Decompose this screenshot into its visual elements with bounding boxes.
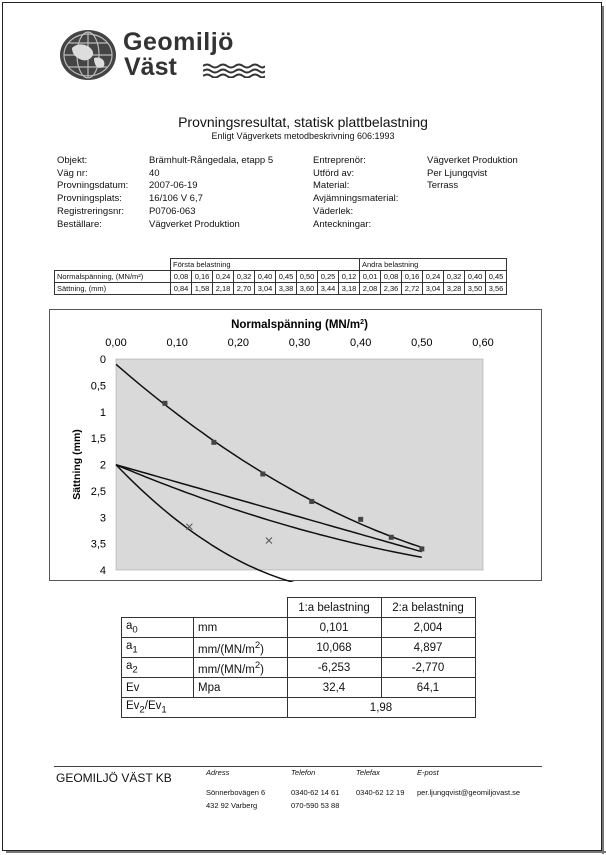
table-row-sattning [55, 283, 507, 295]
y-tick-label: 0,5 [90, 380, 106, 393]
label-anteckningar: Anteckningar: [313, 218, 372, 230]
chart-container [49, 309, 542, 581]
res-ev2: 64,1 [381, 678, 475, 698]
res-sym: $a_1$ [122, 638, 194, 658]
logo-text-line2: Väst [124, 53, 177, 81]
header-andra-belastning: Andra belastning [360, 259, 507, 271]
data-point-square [211, 440, 216, 445]
res-value-first: 0,101 [287, 618, 381, 638]
page-title: Provningsresultat, statisk plattbelastning [178, 114, 428, 130]
value-utford-av: Per Ljungqvist [427, 167, 488, 179]
table-cell: 1,58 [192, 283, 213, 295]
table-cell: 0,50 [297, 271, 318, 283]
table-cell: 2,18 [213, 283, 234, 295]
label-vaderlek: Väderlek: [313, 205, 354, 217]
table-cell: 0,01 [360, 271, 381, 283]
value-bestallare: Vägverket Produktion [149, 218, 240, 230]
res-unit: $mm/(MN/m^2)$ [194, 658, 288, 678]
value-material: Terrass [427, 180, 459, 192]
data-point-square [162, 401, 167, 406]
footer-divider [54, 766, 542, 767]
table-cell: 0,08 [381, 271, 402, 283]
res-ratio-value: 1,98 [287, 698, 475, 718]
label-entreprenor: Entreprenör: [313, 155, 366, 166]
res-value-first: -6,253 [287, 658, 381, 678]
y-tick-label: 3,5 [90, 538, 106, 551]
table-row [122, 698, 476, 718]
table-cell: 0,45 [276, 271, 297, 283]
table-cell: 0,16 [192, 271, 213, 283]
res-header-first: 1:a belastning [287, 598, 381, 618]
res-corner-1 [122, 598, 194, 618]
table-cell: 0,40 [255, 271, 276, 283]
table-row-normalspanning [55, 271, 507, 283]
results-table [121, 597, 476, 718]
res-sym: $a_0$ [122, 618, 194, 638]
data-point-square [419, 546, 424, 551]
footer-telefax-head: Telefax [356, 768, 380, 777]
table-row [122, 618, 476, 638]
table-cell: 0,16 [402, 271, 423, 283]
data-point-square [309, 499, 314, 504]
table-row [122, 678, 476, 698]
row-label-sattning: Sättning, (mm) [55, 283, 171, 295]
info-right-labels [313, 155, 398, 231]
table-row [122, 658, 476, 678]
label-material: Material: [313, 180, 350, 192]
res-value-second: 2,004 [381, 618, 475, 638]
row-label-normalspanning: Normalspänning, (MN/m²) [55, 271, 171, 283]
y-tick-label: 1 [99, 406, 106, 419]
label-provningsplats: Provningsplats: [57, 193, 122, 205]
x-tick-label: 0,60 [472, 337, 494, 349]
label-avjamningsmaterial: Avjämningsmaterial: [313, 193, 399, 205]
res-unit: $mm/(MN/m^2)$ [194, 638, 288, 658]
x-tick-label: 0,50 [411, 337, 433, 349]
label-registreringsnr: Registreringsnr: [57, 205, 125, 217]
res-ev1: 32,4 [287, 678, 381, 698]
table-cell: 3,18 [339, 283, 360, 295]
label-provningsdatum: Provningsdatum: [57, 180, 129, 192]
value-provningsdatum: 2007-06-19 [149, 180, 198, 192]
footer-tel2: 070-590 53 88 [291, 801, 340, 810]
table-cell: 0,32 [444, 271, 465, 283]
page-subtitle: Enligt Vägverkets metodbeskrivning 606:1993 [211, 131, 395, 141]
y-tick-label: 4 [99, 565, 106, 577]
table-cell: 3,04 [423, 283, 444, 295]
res-unit: mm [194, 618, 288, 638]
res-value-first: 10,068 [287, 638, 381, 658]
info-left-values [149, 155, 273, 231]
table-cell: 0,24 [213, 271, 234, 283]
table-cell: 3,50 [465, 283, 486, 295]
table-cell: 0,40 [465, 271, 486, 283]
y-tick-label: 2,5 [90, 485, 106, 498]
table-corner [55, 259, 171, 271]
table-cell: 0,84 [171, 283, 192, 295]
table-cell: 3,04 [255, 283, 276, 295]
y-tick-label: 3 [99, 512, 106, 525]
table-cell: 2,72 [402, 283, 423, 295]
table-cell: 3,44 [318, 283, 339, 295]
x-tick-label: 0,30 [288, 337, 311, 349]
settlement-chart [50, 310, 543, 582]
footer-epost-head: E-post [417, 768, 439, 777]
table-row [122, 638, 476, 658]
chart-title: Normalspänning $(MN/m^2)$ [231, 319, 368, 331]
footer-street: Sönnerbovägen 6 [206, 788, 266, 797]
info-right-values [427, 155, 518, 193]
value-registreringsnr: P0706-063 [149, 205, 196, 217]
footer-telefon-head: Telefon [291, 768, 316, 777]
data-point-square [358, 517, 363, 522]
res-value-second: 4,897 [381, 638, 475, 658]
table-cell: 0,08 [171, 271, 192, 283]
table-cell: 0,45 [486, 271, 507, 283]
label-bestallare: Beställare: [57, 218, 102, 230]
table-cell: 3,28 [444, 283, 465, 295]
res-corner-2 [194, 598, 288, 618]
x-tick-label: 0,40 [349, 337, 372, 349]
header-forsta-belastning: Första belastning [171, 259, 360, 271]
footer-company: GEOMILJÖ VÄST KB [56, 771, 172, 785]
table-cell: 2,70 [234, 283, 255, 295]
waves-logo-icon [203, 62, 265, 78]
label-utford-av: Utförd av: [313, 167, 355, 179]
data-point-square [260, 471, 265, 476]
y-tick-label: 1,5 [90, 433, 106, 446]
load-data-table [54, 258, 507, 295]
globe-logo-icon [58, 28, 118, 82]
table-cell: 2,36 [381, 283, 402, 295]
y-axis-label: Sättning (mm) [71, 429, 83, 500]
res-value-second: -2,770 [381, 658, 475, 678]
label-vag-nr: Väg nr: [57, 167, 88, 179]
footer-email[interactable]: per.ljungqvist@geomiljovast.se [417, 788, 521, 797]
value-entreprenor: Vägverket Produktion [427, 155, 518, 166]
table-cell: 3,38 [276, 283, 297, 295]
table-cell: 0,24 [423, 271, 444, 283]
res-ev-unit: Mpa [194, 678, 288, 698]
table-cell: 3,56 [486, 283, 507, 295]
footer-fax: 0340-62 12 19 [356, 788, 405, 797]
res-ev-label: Ev [122, 678, 194, 698]
y-tick-label: 2 [99, 459, 106, 472]
table-cell: 0,32 [234, 271, 255, 283]
x-tick-label: 0,10 [166, 337, 188, 349]
plot-area [116, 359, 483, 570]
footer-tel1: 0340-62 14 61 [291, 788, 340, 797]
y-tick-label: 0 [99, 354, 106, 366]
value-provningsplats: 16/106 V 6,7 [149, 193, 203, 205]
table-cell: 3,60 [297, 283, 318, 295]
table-cell: 2,08 [360, 283, 381, 295]
logo-text-line1: Geomiljö [123, 28, 234, 56]
data-point-square [389, 535, 394, 540]
res-header-second: 2:a belastning [381, 598, 475, 618]
label-objekt: Objekt: [57, 155, 88, 166]
res-sym: $a_2$ [122, 658, 194, 678]
value-objekt: Brämhult-Rångedala, etapp 5 [149, 155, 274, 166]
x-tick-label: 0,00 [105, 337, 127, 349]
x-tick-label: 0,20 [227, 337, 250, 349]
res-ratio-label: $Ev_2/Ev_1$ [122, 698, 288, 718]
value-vag-nr: 40 [149, 167, 160, 179]
footer-adress-head: Adress [206, 768, 230, 777]
footer-city: 432 92 Varberg [206, 801, 258, 810]
info-left-labels [57, 155, 128, 231]
table-cell: 0,12 [339, 271, 360, 283]
table-cell: 0,25 [318, 271, 339, 283]
